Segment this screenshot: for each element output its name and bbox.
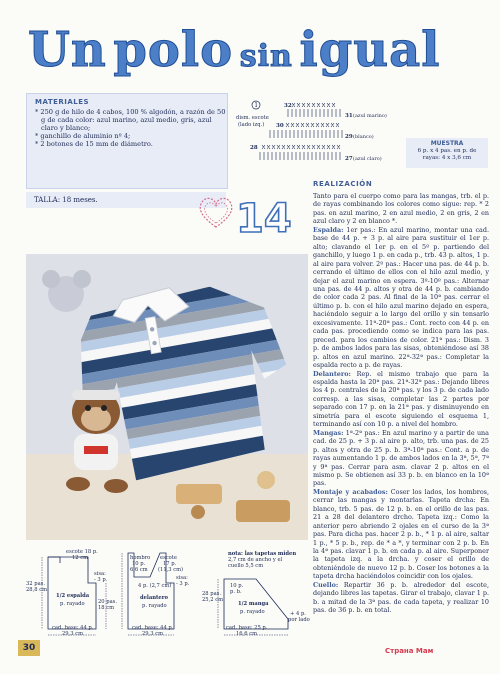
materials-list [27, 108, 227, 148]
size-box: TALLA: 18 meses. [26, 192, 226, 208]
diagram-label: + 4 p. [290, 611, 306, 617]
gauge-box [406, 138, 488, 168]
neckline-schema [236, 98, 396, 170]
diagram-note: nota: las tapetas miden [228, 551, 297, 557]
row-number: 29 [345, 134, 353, 140]
diagram-label: 28,8 cm [26, 587, 48, 593]
diagram-label: 6,6 cm [130, 567, 148, 573]
diagram-label: 29,3 cm [62, 631, 84, 637]
instruction-paragraph: Mangas: 1ª-2ª pas.: En azul marino y a partir de una cad. de 25 p. + 3 p. al aire p. alto, trb. una pas. de 25 p. altos y otra de 25 p. b. 3ª-10ª pas.: Cont. a p. de rayas aumentando 1 p. de ambos lados en la 3ª, 5ª, 7ª y 9ª pas. Cerrar para asm. clavar 2 p. altos en el mismo p. Se obtienen así 33 p. b. en blanco en la 10ª pas. [313, 428, 489, 488]
product-photo [26, 254, 308, 540]
page-number: 30 [18, 640, 40, 656]
diagram-label: por lado [288, 617, 310, 623]
gauge-line: rayas: 4 x 3,6 cm [422, 155, 472, 161]
diagram-note: 2,7 cm de ancho y el [228, 557, 283, 563]
diagram-label: - 3 p. [94, 577, 108, 583]
gauge-line: 6 p. x 4 pas. en p. de [417, 148, 477, 154]
schema-label: 1 [254, 102, 259, 109]
garment-diagrams [26, 543, 310, 639]
schema-dism-label: dism. escote [236, 115, 269, 121]
diagram-label: sisa: [94, 571, 106, 577]
diagram-label: 10 p. [230, 583, 244, 589]
materials-box [26, 93, 228, 189]
diagram-piece-name: delantero [140, 595, 168, 601]
diagram-piece-name: 1/2 espalda [56, 593, 90, 599]
row-number: 27 [345, 156, 353, 162]
page-title [28, 22, 440, 78]
diagram-label: 20 pas. [98, 599, 117, 605]
diagram-label: 10 p. [132, 561, 146, 567]
title-word-sin: sin [239, 39, 293, 74]
instruction-paragraph: Montaje y acabados: Coser los lados, los hombros, cerrar las mangas y montarlas. Tapeta drcha: En blanco, trb. 5 pas. de 12 p. b. en el orillo de las pas. 21 a 28 del delantero drcho. Tapeta izq.: Como la anterior pero abriendo 2 ojales en el curso de la 3ª pas. Para dicha pas. hacer 2 p. b., * 1 p. al aire, saltar 1 p., * 5 p. b., rep. de * a *, y terminar con 2 p. b. En la 4ª pas. clavar 1 p. b. en cada p. al aire. Superponer la tapeta izq. a la drcha. y coser el orillo de obteniéndole de nuevo 12 p. b. Coser los botones a la tapeta drcha haciéndolos coincidir con los ojales. [313, 487, 489, 581]
diagram-label: cad. base: 44 p. [132, 625, 174, 631]
instruction-paragraph: Tanto para el cuerpo como para las mangas, trb. el p. de rayas combinando los colores como sigue: rep. * 2 pas. en azul marino, 2 en azul medio, 2 en gris, 2 en azul claro y 2 en blanco *. [313, 192, 489, 226]
diagram-label: 25,2 cm [202, 597, 224, 603]
diagram-label: 28 pas. [202, 591, 221, 597]
diagram-label: 4 p. (2,7 cm) [138, 583, 172, 589]
title-word-igual: igual [299, 22, 441, 78]
diagram-label: p. b. [230, 589, 242, 595]
diagram-label: 16,6 cm [236, 631, 258, 637]
materials-item: * ganchillo de aluminio nº 4; [35, 132, 131, 140]
title-word-un: Un [28, 22, 107, 78]
diagram-label: 32 pas. [26, 581, 45, 587]
diagram-label: p. rayado [240, 609, 265, 615]
neckline-schema-drawing [236, 98, 396, 170]
gauge-heading: MUESTRA [430, 140, 464, 147]
site-watermark: Страна Мам [385, 647, 434, 655]
instruction-paragraph: Delantero: Rep. el mismo trabajo que para la espalda hasta la 20ª pas. 21ª-32ª pas.: Dejando libres los 4 p. centrales de la 20ª pas. y los 3 p. de cada lado corresp. a las sisas, completar las 2 partes por separado con 17 p. en la 21ª pas. y disminuyendo en simetría para el escote siguiendo el esquema 1, terminando así con 10 p. a nivel del hombro. [313, 369, 489, 429]
diagram-label: cad. base: 44 p. [52, 625, 94, 631]
row-number: 30 [276, 123, 284, 129]
diagram-note: cuello 5,5 cm [228, 563, 264, 569]
diagram-label: escote [160, 555, 177, 561]
materials-heading: MATERIALES [35, 98, 90, 106]
instruction-paragraph: Cuello: Repartir 36 p. b. alrededor del escote, dejando libres las tapetas. Girar el trabajo, clavar 1 p. b. a mitad de la 3ª pas. de cada tapeta, y realizar 10 pas. de 36 p. b. en total. [313, 580, 489, 615]
diagram-label: - 3 p. [176, 581, 190, 587]
diagram-label: cad. base: 25 p. [226, 625, 268, 631]
materials-item: * 250 g de hilo de 4 cabos, 100 % algodón, a razón de 50 g de cada color: azul marino, azul medio, gris, azul claro y blanco; [35, 108, 226, 132]
knitted-polo-illustration [26, 254, 308, 540]
row-color-note: (azul claro) [353, 156, 382, 162]
diagram-label: escote 18 p. [66, 549, 98, 555]
row-number: 28 [250, 145, 258, 151]
diagram-piece-name: 1/2 manga [238, 601, 269, 607]
diagram-label: 12 cm [72, 555, 89, 561]
diagram-label: hombro [130, 555, 151, 561]
instruction-paragraph: Espalda: 1er pas.: En azul marino, montar una cad. base de 44 p. + 3 p. al aire para sustituir el 1er p. alto; clavando el 1er p. en el 5º p. partiendo del ganchillo, y luego 1 p. en cada p., trb. 43 p. altos, 1 p. al aire para volver. 2º pas.: Hacer una pas. de 44 p. b. cerrando el último de ellos con el hilo azul medio, y dejar el azul marino en espera. 3º-10º pas.: Alternar una pas. de 44 p. altos y otra de 44 p. b. cambiando de color cada 2 pas. Al final de la 10ª pas. cerrar el último p. b. con el hilo azul marino dejado en espera, haciéndolo seguir a lo largo del orillo y sin tensarlo excesivamente. 11ª-20ª pas.: Cont. recto con 44 p. en cada pas. procediendo como se indica para las pas. preced. para los cambios de color. 21ª pas.: Dism. 3 p. de ambos lados para las sisas, obteniéndose así 38 p. altos en azul marino. 22ª-32ª pas.: Completar la espalda recto a p. de rayas. [313, 225, 489, 370]
schema-side-label: (lado izq.) [238, 122, 265, 128]
row-color-note: (azul marino) [353, 113, 387, 119]
diagram-label: 18 cm [98, 605, 115, 611]
diagram-label: sisa: [176, 575, 188, 581]
row-number: 32 [284, 103, 292, 109]
diagram-label: 29,3 cm [142, 631, 164, 637]
instructions-text [313, 192, 489, 642]
heart-icon [196, 194, 236, 230]
diagram-label: p. rayado [60, 601, 85, 607]
diagram-label: 17 p. [163, 561, 177, 567]
materials-item: * 2 botones de 15 mm de diámetro. [35, 140, 153, 148]
diagram-label: (11,3 cm) [158, 567, 184, 573]
title-word-polo: polo [113, 22, 234, 78]
section-heading: REALIZACIÓN [313, 180, 373, 188]
row-number: 31 [345, 113, 353, 119]
diagram-label: p. rayado [142, 603, 167, 609]
row-color-note: (blanco) [353, 134, 374, 140]
pattern-number: 14 [236, 196, 292, 242]
